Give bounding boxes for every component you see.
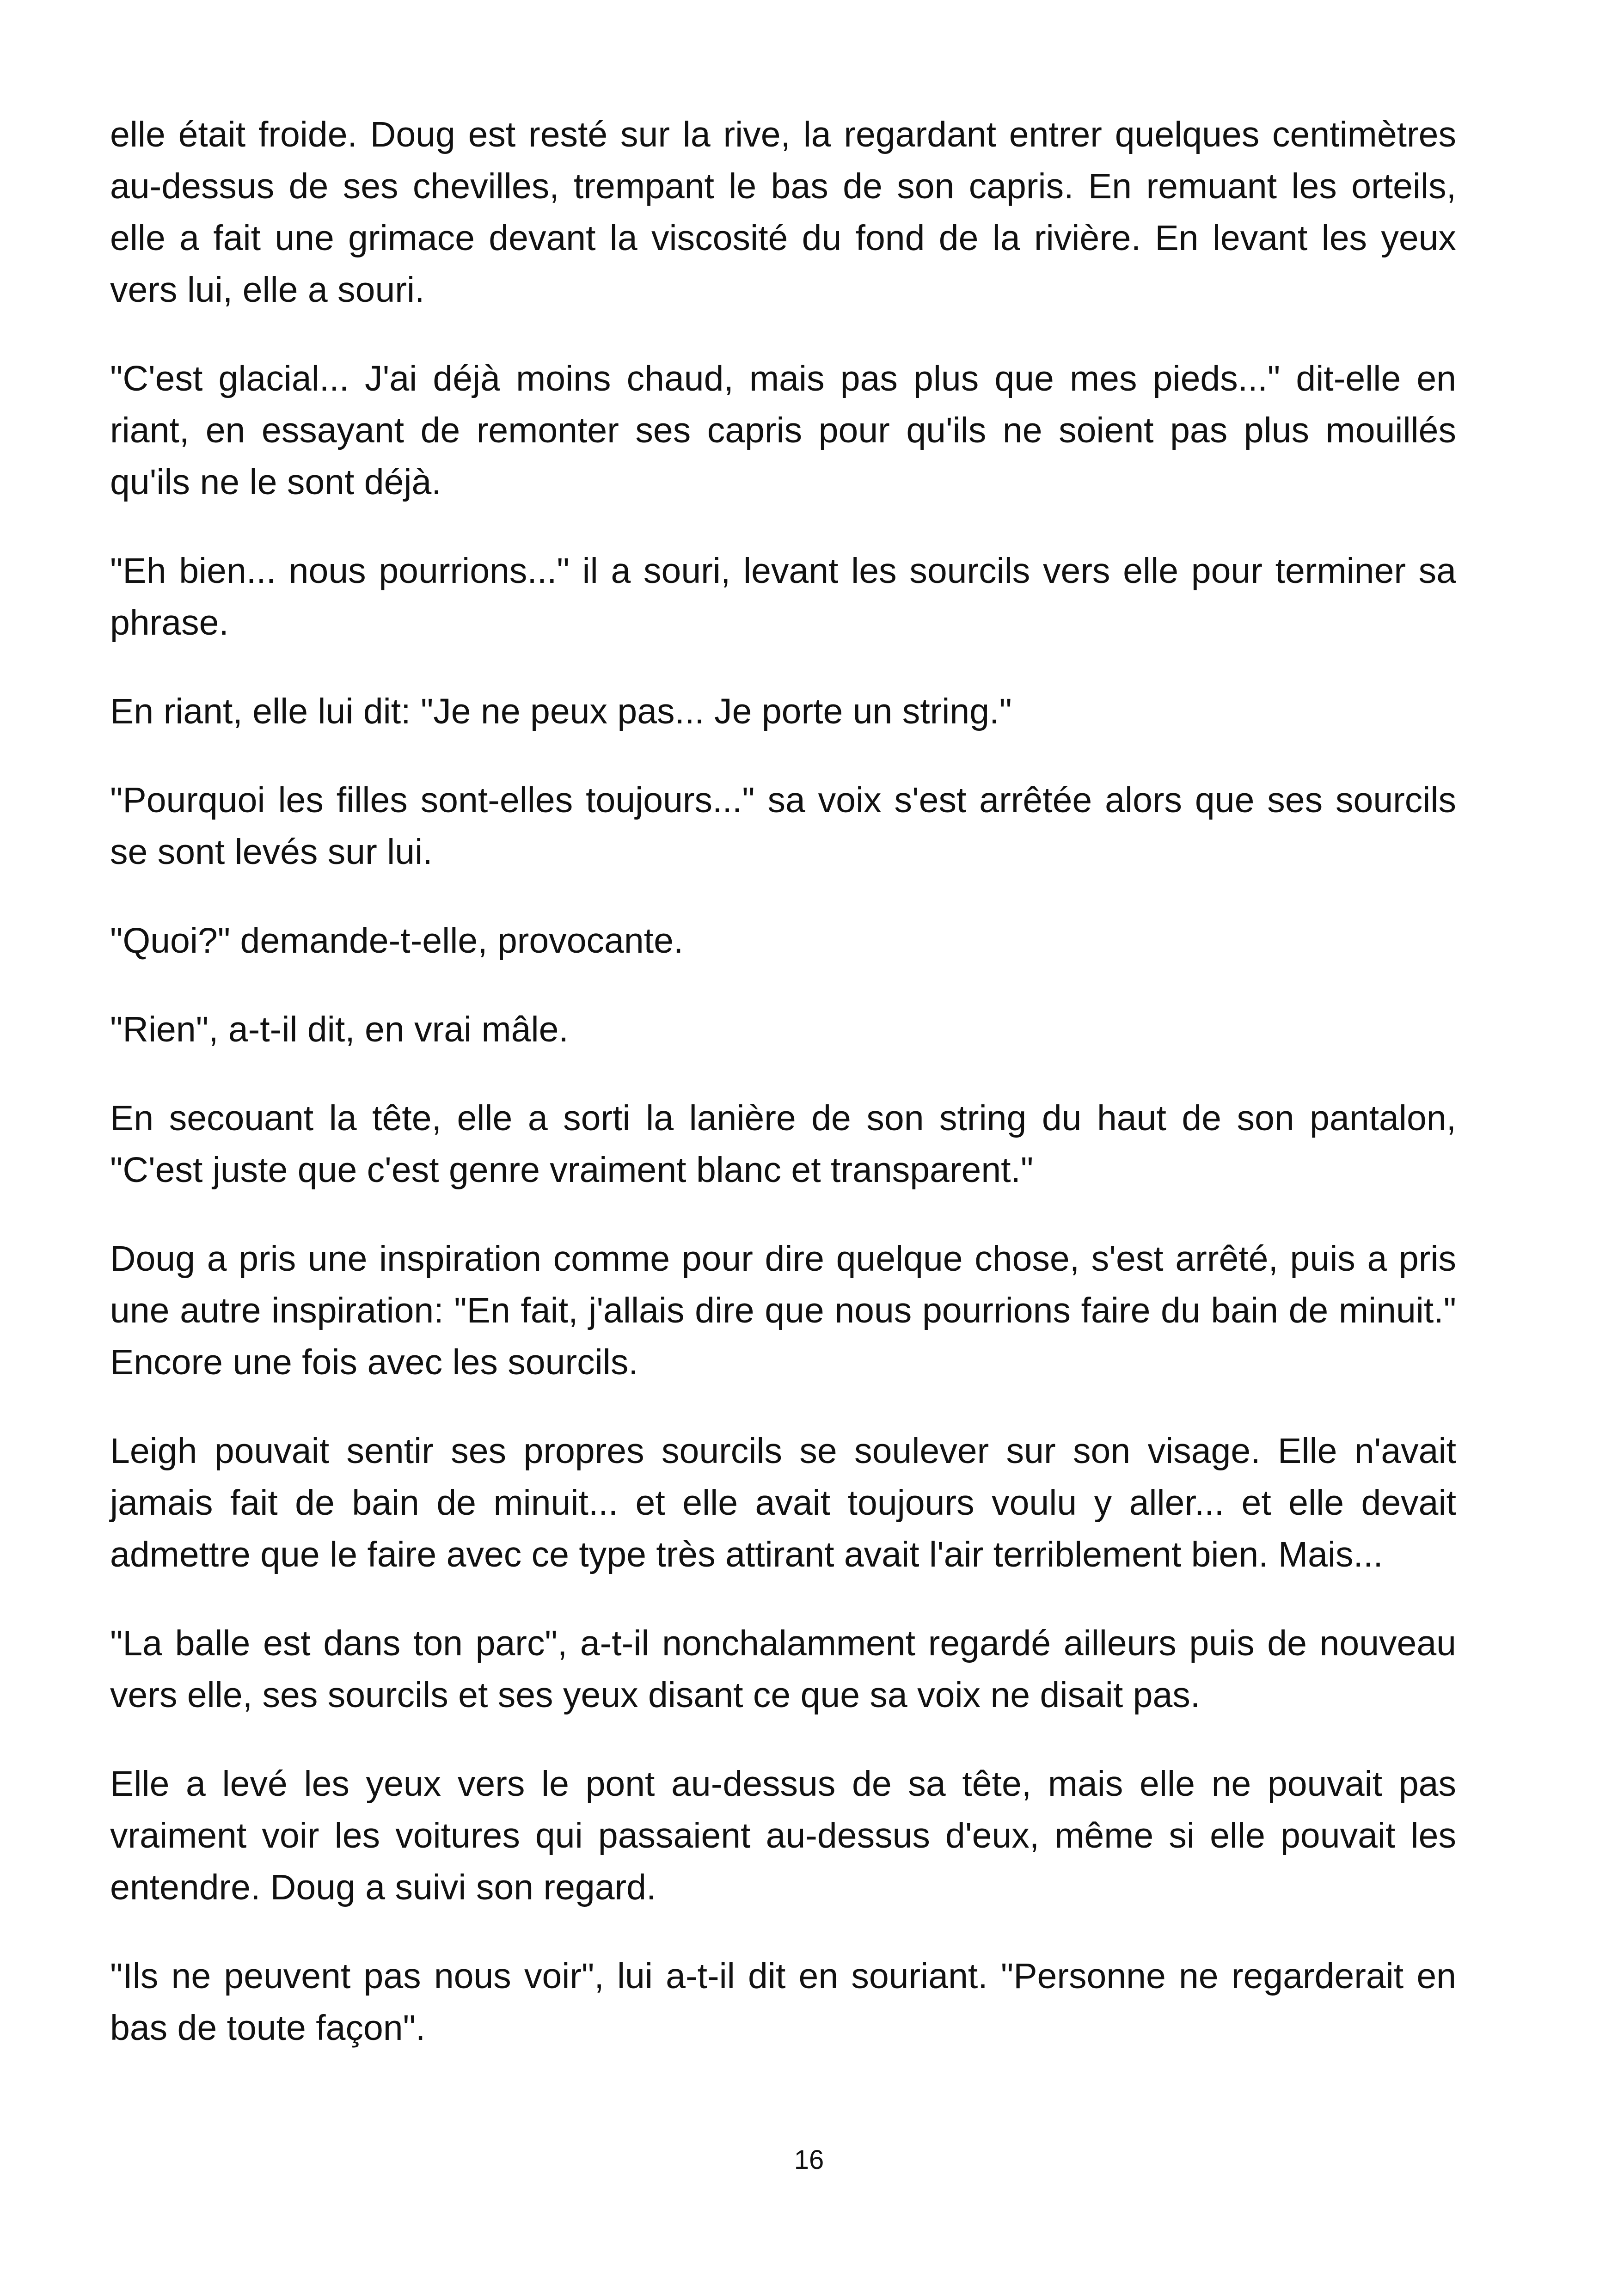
paragraph-5: "Pourquoi les filles sont-elles toujours..." sa voix s'est arrêtée alors que ses sourcils se sont levés sur lui. xyxy=(110,780,1456,872)
paragraph-4: En riant, elle lui dit: "Je ne peux pas... Je porte un string." xyxy=(110,692,1012,731)
paragraph-8: En secouant la tête, elle a sorti la lanière de son string du haut de son pantalon, "C'est juste que c'est genre vraiment blanc et transparent." xyxy=(110,1098,1456,1190)
paragraph-9: Doug a pris une inspiration comme pour dire quelque chose, s'est arrêté, puis a pris une autre inspiration: "En fait, j'allais dire que nous pourrions faire du bain de minuit." Encore une fois avec les sourcils. xyxy=(110,1239,1456,1382)
paragraph-2: "C'est glacial... J'ai déjà moins chaud, mais pas plus que mes pieds..." dit-elle en riant, en essayant de remonter ses capris pour qu'ils ne soient pas plus mouillés qu'ils ne le sont déjà. xyxy=(110,359,1456,502)
paragraph-10: Leigh pouvait sentir ses propres sourcils se soulever sur son visage. Elle n'avait jamais fait de bain de minuit... et elle avait toujours voulu y aller... et elle devait admettre que le faire avec ce type très attirant avait l'air terriblement bien. Mais... xyxy=(110,1431,1456,1574)
page-body xyxy=(110,109,1456,2091)
paragraph-11: "La balle est dans ton parc", a-t-il nonchalamment regardé ailleurs puis de nouveau vers elle, ses sourcils et ses yeux disant ce que sa voix ne disait pas. xyxy=(110,1623,1456,1715)
paragraph-3: "Eh bien... nous pourrions..." il a souri, levant les sourcils vers elle pour terminer sa phrase. xyxy=(110,551,1456,643)
paragraph-7: "Rien", a-t-il dit, en vrai mâle. xyxy=(110,1010,569,1049)
paragraph-12: Elle a levé les yeux vers le pont au-dessus de sa tête, mais elle ne pouvait pas vraiment voir les voitures qui passaient au-dessus d'eux, même si elle pouvait les entendre. Doug a suivi son regard. xyxy=(110,1764,1456,1907)
paragraph-6: "Quoi?" demande-t-elle, provocante. xyxy=(110,921,684,961)
paragraph-1: elle était froide. Doug est resté sur la rive, la regardant entrer quelques centimètres au-dessus de ses chevilles, trempant le bas de son capris. En remuant les orteils, elle a fait une grimace devant la viscosité du fond de la rivière. En levant les yeux vers lui, elle a souri. xyxy=(110,115,1456,310)
page-number: 16 xyxy=(794,2145,824,2175)
paragraph-13: "Ils ne peuvent pas nous voir", lui a-t-il dit en souriant. "Personne ne regarderait en bas de toute façon". xyxy=(110,1956,1456,2048)
